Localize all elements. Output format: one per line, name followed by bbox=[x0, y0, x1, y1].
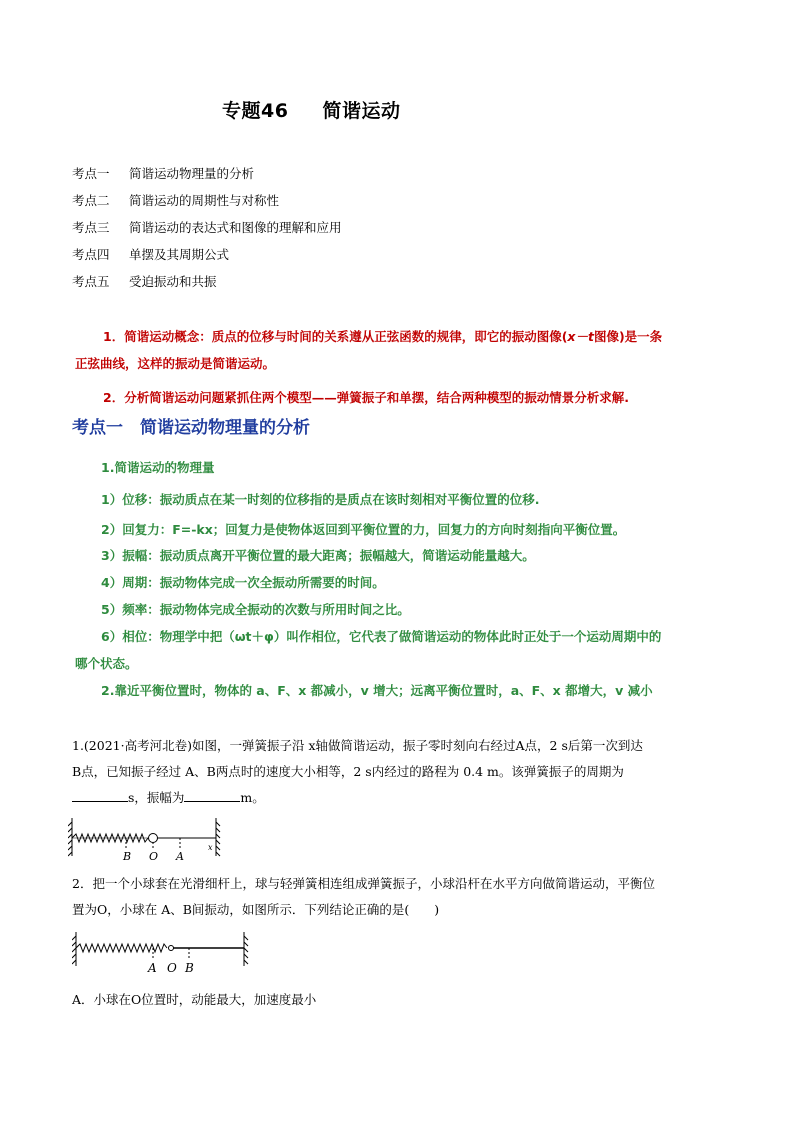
item-near-equilibrium: 2.靠近平衡位置时，物体的 a、F、x 都减小，v 增大；远离平衡位置时，a、F、x 都增大，v 减小 bbox=[101, 683, 653, 698]
item-frequency: 5）频率：振动物体完成全振动的次数与所用时间之比。 bbox=[101, 602, 410, 617]
question-1-line-2: B点，已知振子经过 A、B两点时的速度大小相等，2 s内经过的路程为 0.4 m。该弹簧振子的周期为 bbox=[72, 764, 624, 779]
item-phase-continued: 哪个状态。 bbox=[75, 656, 138, 671]
title-prefix: 专题46 bbox=[222, 100, 289, 122]
intro-paragraph-2: 2．分析简谐运动问题紧抓住两个模型——弹簧振子和单摆，结合两种模型的振动情景分析求解. bbox=[103, 390, 629, 405]
label-A: A bbox=[176, 850, 184, 863]
question-2-line-1: 2．把一个小球套在光滑细杆上，球与轻弹簧相连组成弹簧振子，小球沿杆在水平方向做简谐运动，平衡位 bbox=[72, 876, 655, 891]
oscillator-ball bbox=[149, 834, 158, 843]
toc-item-5: 考点五 受迫振动和共振 bbox=[72, 274, 217, 289]
toc-item-2: 考点二 简谐运动的周期性与对称性 bbox=[72, 193, 280, 208]
toc-item-1: 考点一 简谐运动物理量的分析 bbox=[72, 166, 255, 181]
label-B: B bbox=[123, 850, 132, 863]
question-2-option-a[interactable]: A．小球在O位置时，动能最大，加速度最小 bbox=[72, 992, 317, 1007]
label-O: O bbox=[149, 850, 159, 863]
label-O: O bbox=[167, 961, 177, 975]
amplitude-answer-blank[interactable] bbox=[184, 789, 240, 802]
question-1-line-3: s，振幅为 m。 bbox=[72, 788, 265, 806]
label-x: x bbox=[208, 843, 213, 852]
intro-paragraph-1-line-2: 正弦曲线，这样的振动是简谐运动。 bbox=[75, 356, 276, 371]
oscillator-ball bbox=[169, 946, 174, 951]
toc-item-4: 考点四 单摆及其周期公式 bbox=[72, 247, 230, 262]
title-name: 简谐运动 bbox=[322, 100, 401, 122]
toc-item-3: 考点三 简谐运动的表达式和图像的理解和应用 bbox=[72, 220, 342, 235]
period-answer-blank[interactable] bbox=[72, 789, 128, 802]
section-subheading: 1.简谐运动的物理量 bbox=[101, 460, 215, 475]
label-A: A bbox=[148, 961, 157, 975]
item-period: 4）周期：振动物体完成一次全振动所需要的时间。 bbox=[101, 575, 385, 590]
item-amplitude: 3）振幅：振动质点离开平衡位置的最大距离；振幅越大，简谐运动能量越大。 bbox=[101, 548, 535, 563]
label-B: B bbox=[185, 961, 194, 975]
section-heading: 考点一 简谐运动物理量的分析 bbox=[72, 418, 310, 438]
spring-oscillator-figure-1 bbox=[68, 812, 228, 868]
item-displacement: 1）位移：振动质点在某一时刻的位移指的是质点在该时刻相对平衡位置的位移. bbox=[101, 492, 540, 507]
question-2-line-2: 置为O，小球在 A、B间振动，如图所示．下列结论正确的是( ) bbox=[72, 902, 440, 917]
spring-oscillator-figure-2 bbox=[72, 928, 252, 978]
item-restoring-force: 2）回复力：F=-kx；回复力是使物体返回到平衡位置的力，回复力的方向时刻指向平衡位置。 bbox=[101, 522, 626, 537]
item-phase: 6）相位：物理学中把（ωt＋φ）叫作相位，它代表了做简谐运动的物体此时正处于一个运动周期中的 bbox=[101, 629, 662, 644]
intro-paragraph-1-line-1: 1．简谐运动概念：质点的位移与时间的关系遵从正弦函数的规律，即它的振动图像(x－t图像)是一条 bbox=[103, 329, 663, 344]
page-title bbox=[222, 96, 400, 123]
question-1-line-1: 1.(2021·高考河北卷)如图，一弹簧振子沿 x轴做简谐运动，振子零时刻向右经过A点，2 s后第一次到达 bbox=[72, 738, 643, 753]
